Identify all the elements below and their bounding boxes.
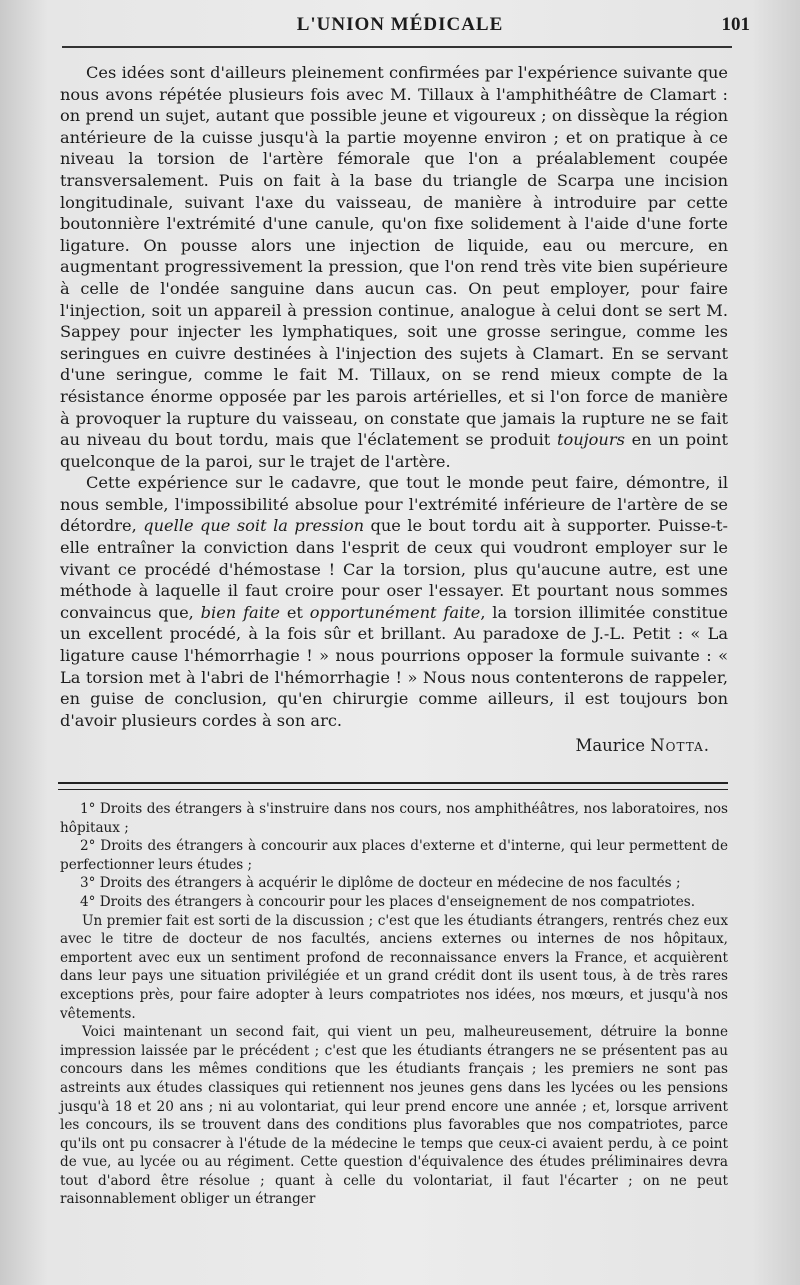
author-first-name: Maurice bbox=[575, 736, 645, 755]
paragraph-text: que le bout tordu ait à supporter. Puisse-t-elle entraîner la conviction dans l'esprit de ceux qui voudront employer sur le vivant ce procédé d'hémostase ! Car la torsion, plus qu'aucune autre, est une méthode à laquelle il faut croire pour oser l'essayer. Et pourtant nous sommes convaincus que, bbox=[60, 516, 728, 622]
section-divider bbox=[58, 782, 728, 790]
paragraph-conclusion bbox=[60, 472, 728, 731]
paragraph-text: , la torsion illimitée constitue un excellent procédé, à la fois sûr et brillant. Au paradoxe de J.-L. Petit : « La ligature cause l'hémorrhagie ! » nous pourrions opposer la formule suivante : « La torsion met à l'abri de l'hémorrhagie ! » Nous nous contenterons de rappeler, en guise de conclusion, qu'en chirurgie comme ailleurs, il est toujours bon d'avoir plusieurs cordes à son arc. bbox=[60, 602, 728, 730]
paragraph-first-fact: Un premier fait est sorti de la discussion ; c'est que les étudiants étrangers, rentrés chez eux avec le titre de docteur de nos facultés, anciens externes ou internes de nos hôpitaux, emportent avec eux un sentiment profond de reconnaissance envers la France, et acquièrent dans leur pays une situation privilégiée et un grand crédit dont ils usent tous, à de très rares exceptions près, pour faire adopter à leurs compatriotes nos idées, nos mœurs, et jusqu'à nos vêtements. bbox=[60, 912, 728, 1022]
list-item: 1° Droits des étrangers à s'instruire dans nos cours, nos amphithéâtres, nos laboratoires, nos hôpitaux ; bbox=[60, 801, 728, 836]
author-last-name: Notta. bbox=[650, 736, 710, 755]
paragraph-experiment bbox=[60, 62, 728, 472]
author-signature bbox=[575, 736, 710, 755]
list-item: 3° Droits des étrangers à acquérir le diplôme de docteur en médecine de nos facultés ; bbox=[80, 875, 681, 892]
paragraph-text: et bbox=[286, 602, 303, 622]
italic-phrase: opportunément faite bbox=[309, 602, 481, 622]
running-title: L'UNION MÉDICALE bbox=[296, 14, 504, 35]
italic-phrase: bien faite bbox=[200, 602, 280, 622]
list-item: 2° Droits des étrangers à concourir aux places d'externe et d'interne, qui leur permettent de perfectionner leurs études ; bbox=[60, 838, 728, 873]
second-article-body bbox=[60, 800, 728, 1209]
paragraph-second-fact: Voici maintenant un second fait, qui vient un peu, malheureusement, détruire la bonne impression laissée par le précédent ; c'est que les étudiants étrangers ne se présentent pas au concours dans les mêmes conditions que les étudiants français ; les premiers ne sont pas astreints aux études classiques qui retiennent nos jeunes gens dans les lycées ou les pensions jusqu'à 18 et 20 ans ; ni au volontariat, qui leur prend encore une année ; et, lorsque arrivent les concours, ils se trouvent dans des conditions plus favorables que nos compatriotes, parce qu'ils ont pu consacrer à l'étude de la médecine le temps que ceux-ci avaient perdu, à ce point de vue, au lycée ou au régiment. Cette question d'équivalence des études préliminaires devra tout d'abord être résolue ; quant à celle du volontariat, il faut l'écarter ; on ne peut raisonnablement obliger un étranger bbox=[60, 1024, 728, 1208]
running-header bbox=[60, 8, 750, 42]
italic-toujours: toujours bbox=[556, 430, 625, 450]
page-number: 101 bbox=[721, 14, 750, 35]
list-item: 4° Droits des étrangers à concourir pour les places d'enseignement de nos compatriotes. bbox=[80, 893, 696, 910]
header-rule bbox=[62, 46, 732, 48]
article-body bbox=[60, 62, 728, 731]
paragraph-text: Cette expérience sur le cadavre, que tout le monde peut faire, démontre, il nous semble, l'impossibilité absolue pour l'extrémité inférieure de l'artère de se détordre, bbox=[60, 473, 728, 536]
paragraph-text: Ces idées sont d'ailleurs pleinement confirmées par l'expérience suivante que nous avons répétée plusieurs fois avec M. Tillaux à l'amphithéâtre de Clamart : on prend un sujet, autant que possible jeune et vigoureux ; on dissèque la région antérieure de la cuisse jusqu'à la partie moyenne environ ; et on pratique à ce niveau la torsion de l'artère fémorale que l'on a préalablement coupée transversalement. Puis on fait à la base du triangle de Scarpa une incision longitudinale, suivant l'axe du vaisseau, de manière à introduire par cette boutonnière l'extrémité d'une canule, qu'on fixe solidement à l'aide d'une forte ligature. On pousse alors une injection de liquide, eau ou mercure, en augmentant progressivement la pression, que l'on rend très vite bien supérieure à celle de l'ondée sanguine dans aucun cas. On peut employer, pour faire l'injection, soit un appareil à pression continue, analogue à celui dont se sert M. Sappey pour injecter les lymphatiques, soit une grosse seringue, comme les seringues en cuivre destinées à l'injection des sujets à Clamart. En se servant d'une seringue, comme le fait M. Tillaux, on se rend mieux compte de la résistance énorme opposée par les parois artérielles, et si l'on force de manière à provoquer la rupture du vaisseau, on constate que jamais la rupture ne se fait au niveau du bout tordu, mais que l'éclatement se produit bbox=[60, 63, 728, 450]
italic-phrase: quelle que soit la pression bbox=[143, 516, 365, 536]
paragraph-text-end: en un point quelconque de la paroi, sur le trajet de l'artère. bbox=[60, 430, 728, 471]
